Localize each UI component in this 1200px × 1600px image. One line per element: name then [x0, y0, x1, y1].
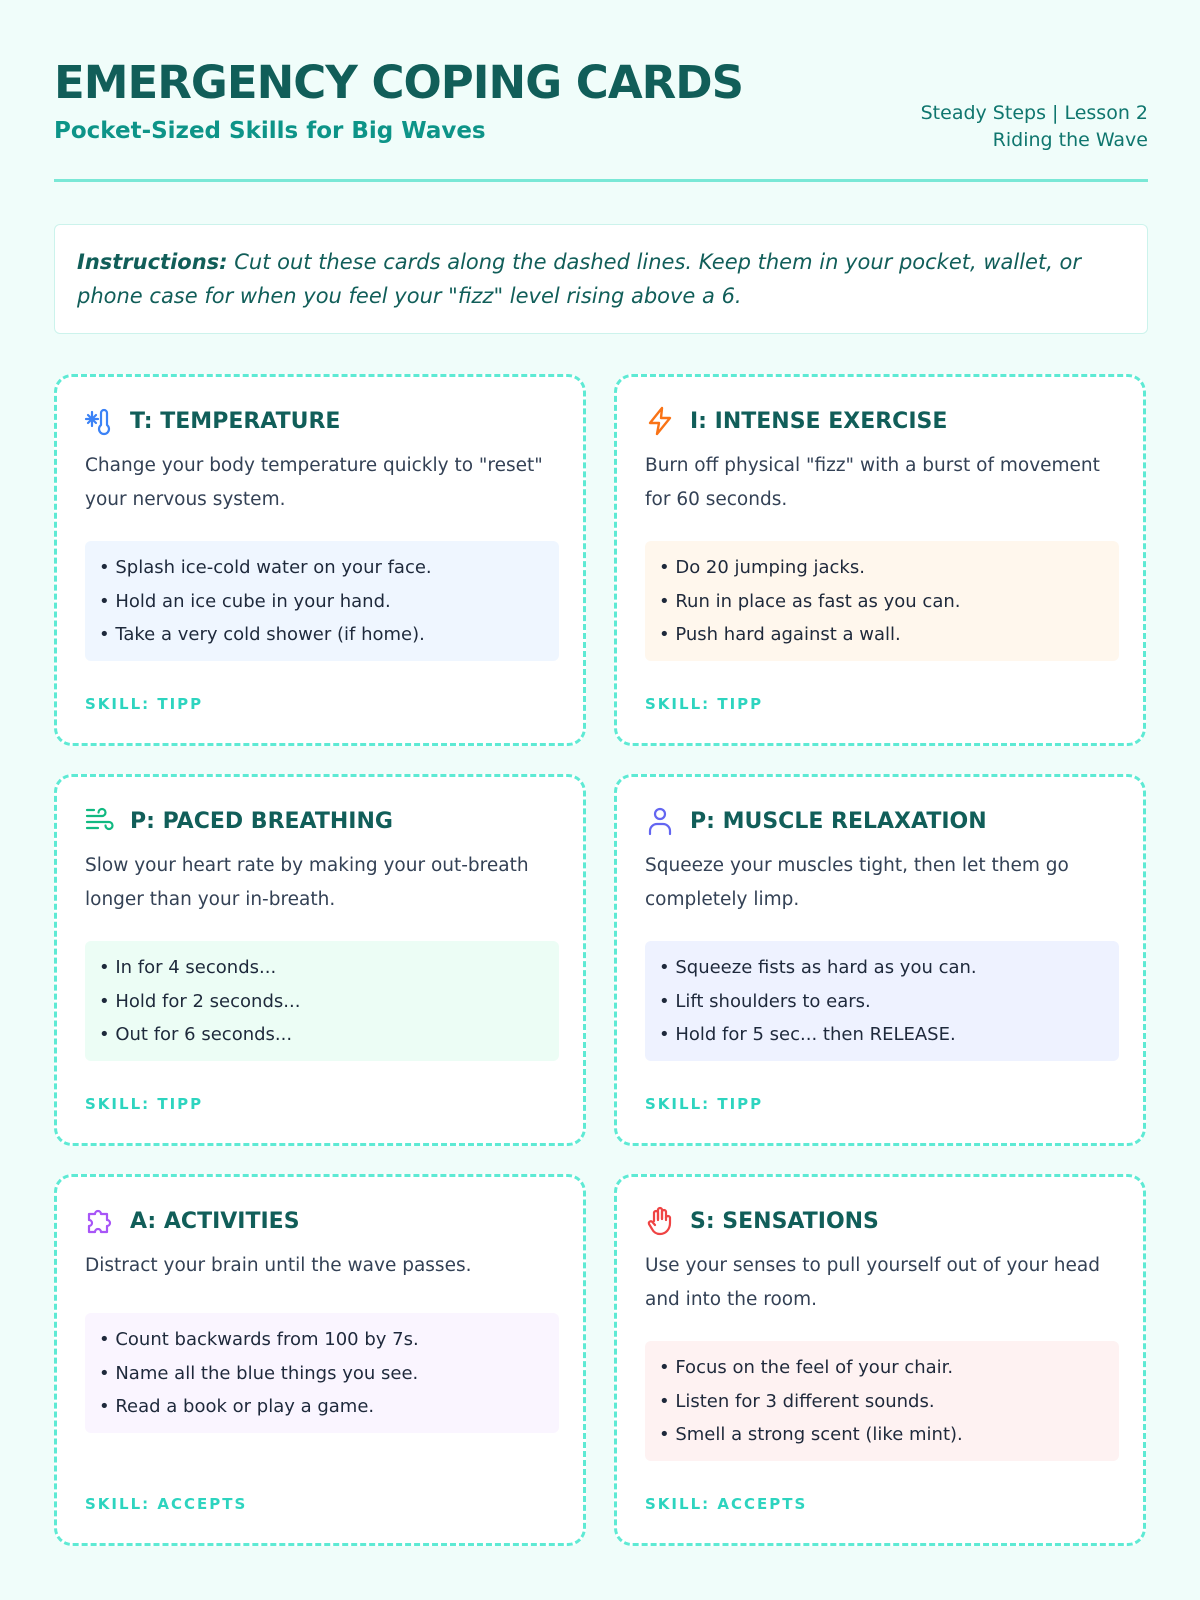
- card-steps-box: [85, 941, 559, 1061]
- instructions-box: [54, 224, 1148, 334]
- card-step: • Out for 6 seconds...: [99, 1024, 293, 1045]
- card-description: Squeeze your muscles tight, then let them go completely limp.: [645, 855, 1069, 910]
- page-subtitle: Pocket-Sized Skills for Big Waves: [54, 118, 486, 144]
- card-step: • Take a very cold shower (if home).: [99, 624, 425, 645]
- coping-card-temperature: [54, 374, 586, 746]
- lesson-series: Steady Steps | Lesson 2: [920, 102, 1148, 124]
- card-description: Burn off physical "fizz" with a burst of movement for 60 seconds.: [645, 455, 1100, 510]
- card-skill-tag: SKILL: TIPP: [645, 695, 764, 713]
- lightning-icon: [644, 405, 676, 437]
- card-title: I: INTENSE EXERCISE: [690, 408, 948, 434]
- card-description: Slow your heart rate by making your out-breath longer than your in-breath.: [85, 855, 529, 910]
- card-step: • In for 4 seconds...: [99, 957, 277, 978]
- page-header: [54, 52, 1148, 182]
- card-step: • Focus on the feel of your chair.: [659, 1357, 954, 1378]
- hand-icon: [644, 1205, 676, 1237]
- card-step: • Name all the blue things you see.: [99, 1362, 419, 1384]
- lesson-info: [921, 100, 1148, 154]
- coping-card-muscle-relaxation: [614, 774, 1146, 1146]
- card-step: • Hold for 2 seconds...: [99, 990, 301, 1012]
- card-step: • Squeeze fists as hard as you can.: [659, 957, 977, 978]
- card-steps-box: [85, 541, 559, 661]
- card-description: Distract your brain until the wave passes.: [85, 1255, 472, 1276]
- card-skill-tag: SKILL: TIPP: [85, 1095, 204, 1113]
- instructions-label: Instructions:: [77, 250, 228, 274]
- card-step: • Hold for 5 sec... then RELEASE.: [659, 1024, 956, 1045]
- card-title: S: SENSATIONS: [690, 1208, 879, 1234]
- card-step: • Count backwards from 100 by 7s.: [99, 1329, 419, 1350]
- card-steps-box: [85, 1313, 559, 1433]
- card-header: [644, 801, 987, 841]
- card-step: • Smell a strong scent (like mint).: [659, 1424, 963, 1445]
- card-steps-box: [645, 1341, 1119, 1461]
- card-step: • Lift shoulders to ears.: [659, 990, 871, 1012]
- card-step: • Run in place as fast as you can.: [659, 590, 961, 612]
- card-description: Change your body temperature quickly to "reset" your nervous system.: [85, 455, 543, 510]
- coping-card-intense-exercise: [614, 374, 1146, 746]
- coping-card-sensations: [614, 1174, 1146, 1546]
- card-description: Use your senses to pull yourself out of your head and into the room.: [645, 1255, 1100, 1310]
- card-title: P: PACED BREATHING: [130, 808, 393, 834]
- card-header: [644, 1201, 879, 1241]
- thermometer-snowflake-icon: [84, 405, 116, 437]
- card-skill-tag: SKILL: ACCEPTS: [645, 1495, 808, 1513]
- card-header: [84, 401, 340, 441]
- card-header: [84, 801, 393, 841]
- card-step: • Hold an ice cube in your hand.: [99, 590, 391, 612]
- card-skill-tag: SKILL: ACCEPTS: [85, 1495, 248, 1513]
- card-step: • Do 20 jumping jacks.: [659, 557, 865, 578]
- page-title: EMERGENCY COPING CARDS: [54, 56, 744, 109]
- lesson-name: Riding the Wave: [992, 129, 1148, 151]
- card-title: A: ACTIVITIES: [130, 1208, 300, 1234]
- card-header: [644, 401, 947, 441]
- wind-icon: [84, 805, 116, 837]
- card-step: • Listen for 3 different sounds.: [659, 1390, 935, 1412]
- card-title: T: TEMPERATURE: [130, 408, 341, 434]
- card-steps-box: [645, 541, 1119, 661]
- card-skill-tag: SKILL: TIPP: [645, 1095, 764, 1113]
- puzzle-icon: [84, 1205, 116, 1237]
- card-step: • Push hard against a wall.: [659, 624, 901, 645]
- coping-card-paced-breathing: [54, 774, 586, 1146]
- card-title: P: MUSCLE RELAXATION: [690, 808, 987, 834]
- card-header: [84, 1201, 300, 1241]
- coping-card-activities: [54, 1174, 586, 1546]
- card-skill-tag: SKILL: TIPP: [85, 695, 204, 713]
- person-icon: [644, 805, 676, 837]
- card-step: • Splash ice-cold water on your face.: [99, 557, 432, 578]
- card-step: • Read a book or play a game.: [99, 1396, 375, 1417]
- instructions-text: Cut out these cards along the dashed lines. Keep them in your pocket, wallet, or phone case for when you feel your "fizz" level rising above a 6.: [77, 250, 1082, 308]
- card-steps-box: [645, 941, 1119, 1061]
